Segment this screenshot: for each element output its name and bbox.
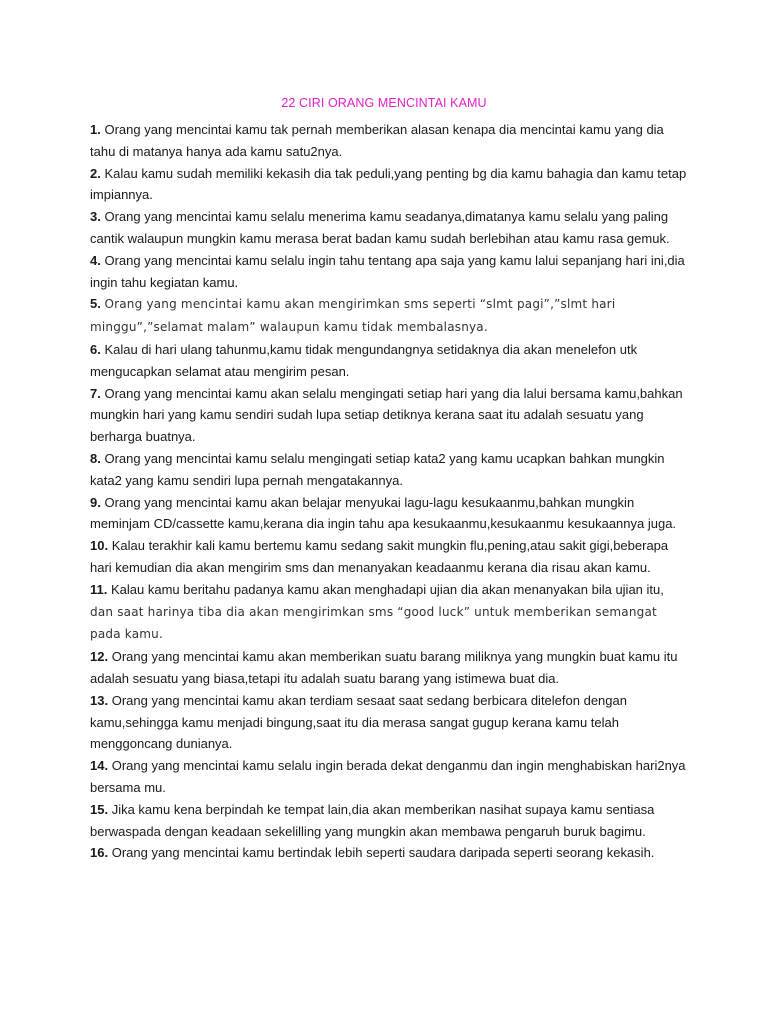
item-number: 16. xyxy=(90,845,109,861)
list-item-13 xyxy=(90,690,690,755)
list-item-8 xyxy=(90,448,690,492)
list-item-7 xyxy=(90,383,690,448)
item-text: Orang yang mencintai kamu akan mengirimkan sms seperti “slmt pagi”,”slmt hari minggu”,”selamat malam” walaupun kamu tidak membalasnya. xyxy=(90,297,616,335)
list-item-3 xyxy=(90,206,690,250)
list-item-10 xyxy=(90,535,690,579)
item-text: Orang yang mencintai kamu bertindak lebih seperti saudara daripada seperti seorang kekasih. xyxy=(111,845,655,861)
item-text: Jika kamu kena berpindah ke tempat lain,dia akan memberikan nasihat supaya kamu sentiasa berwaspada dengan keadaan sekelilling yang mungkin akan membawa pengaruh buruk bagimu. xyxy=(90,801,655,839)
item-number: 12. xyxy=(90,649,109,665)
item-text: Orang yang mencintai kamu selalu mengingati setiap kata2 yang kamu ucapkan bahkan mungkin kata2 yang kamu sendiri lupa pernah mengatakannya. xyxy=(90,450,665,488)
item-number: 4. xyxy=(90,252,101,268)
item-number: 2. xyxy=(90,165,101,181)
item-text: Orang yang mencintai kamu selalu ingin tahu tentang apa saja yang kamu lalui sepanjang hari ini,dia ingin tahu kegiatan kamu. xyxy=(90,252,685,290)
item-number: 6. xyxy=(90,341,101,357)
item-number: 15. xyxy=(90,801,109,817)
item-number: 5. xyxy=(90,296,101,312)
list-item-2 xyxy=(90,163,690,207)
item-number: 13. xyxy=(90,692,109,708)
list-item-9 xyxy=(90,492,690,536)
list-item-4 xyxy=(90,250,690,294)
item-number: 3. xyxy=(90,209,101,225)
item-text: Kalau terakhir kali kamu bertemu kamu sedang sakit mungkin flu,pening,atau sakit gigi,beberapa hari kemudian dia akan mengirim sms dan menanyakan keadaanmu kerana dia risau akan kamu. xyxy=(90,538,669,575)
item-text: Orang yang mencintai kamu akan memberikan suatu barang miliknya yang mungkin buat kamu itu adalah sesuatu yang biasa,tetapi itu adalah suatu barang yang istimewa buat dia. xyxy=(90,649,678,686)
item-list xyxy=(90,119,690,864)
item-number: 7. xyxy=(90,385,101,401)
item-text: Orang yang mencintai kamu tak pernah memberikan alasan kenapa dia mencintai kamu yang dia tahu di matanya hanya ada kamu satu2nya. xyxy=(90,122,664,159)
document-title: 22 CIRI ORANG MENCINTAI KAMU xyxy=(281,96,487,110)
item-number: 9. xyxy=(90,494,101,510)
item-number: 1. xyxy=(90,122,101,137)
item-text-continued: dan saat harinya tiba dia akan mengirimkan sms “good luck” untuk memberikan semangat pada kamu. xyxy=(90,604,657,642)
item-number: 11. xyxy=(90,581,108,597)
item-text: Orang yang mencintai kamu akan belajar menyukai lagu-lagu kesukaanmu,bahkan mungkin meminjam CD/cassette kamu,kerana dia ingin tahu apa kesukaanmu,kesukaanmu kesukaannya juga. xyxy=(90,494,677,532)
item-text: Kalau di hari ulang tahunmu,kamu tidak mengundangnya setidaknya dia akan menelefon utk mengucapkan selamat atau mengirim pesan. xyxy=(90,341,638,379)
list-item-12 xyxy=(90,646,690,690)
list-item-15 xyxy=(90,799,690,843)
list-item-6 xyxy=(90,339,690,383)
item-text: Kalau kamu sudah memiliki kekasih dia tak peduli,yang penting bg dia kamu bahagia dan kamu tetap impiannya. xyxy=(90,165,687,203)
item-number: 14. xyxy=(90,758,109,774)
list-item-5 xyxy=(90,293,690,339)
item-text: Orang yang mencintai kamu akan selalu mengingati setiap hari yang dia lalui bersama kamu,bahkan mungkin hari yang kamu sendiri sudah lupa setiap detiknya kerana saat itu adalah sesuatu yang berharga buatnya. xyxy=(90,385,683,445)
list-item-14 xyxy=(90,755,690,799)
item-text: Kalau kamu beritahu padanya kamu akan menghadapi ujian dia akan menanyakan bila ujian itu, xyxy=(110,581,664,597)
item-text: Orang yang mencintai kamu akan terdiam sesaat saat sedang berbicara ditelefon dengan kamu,sehingga kamu menjadi bingung,saat itu dia merasa sangat gugup kerana kamu telah menggoncang dunianya. xyxy=(90,692,627,752)
list-item-16 xyxy=(90,842,690,864)
item-text: Orang yang mencintai kamu selalu ingin berada dekat denganmu dan ingin menghabiskan hari2nya bersama mu. xyxy=(90,758,686,795)
list-item-11 xyxy=(90,579,690,646)
item-number: 10. xyxy=(90,538,109,554)
list-item-1 xyxy=(90,119,690,163)
item-text: Orang yang mencintai kamu selalu menerima kamu seadanya,dimatanya kamu selalu yang paling cantik walaupun mungkin kamu merasa berat badan kamu sudah berlebihan atau kamu rasa gemuk. xyxy=(90,209,670,246)
item-number: 8. xyxy=(90,450,101,466)
